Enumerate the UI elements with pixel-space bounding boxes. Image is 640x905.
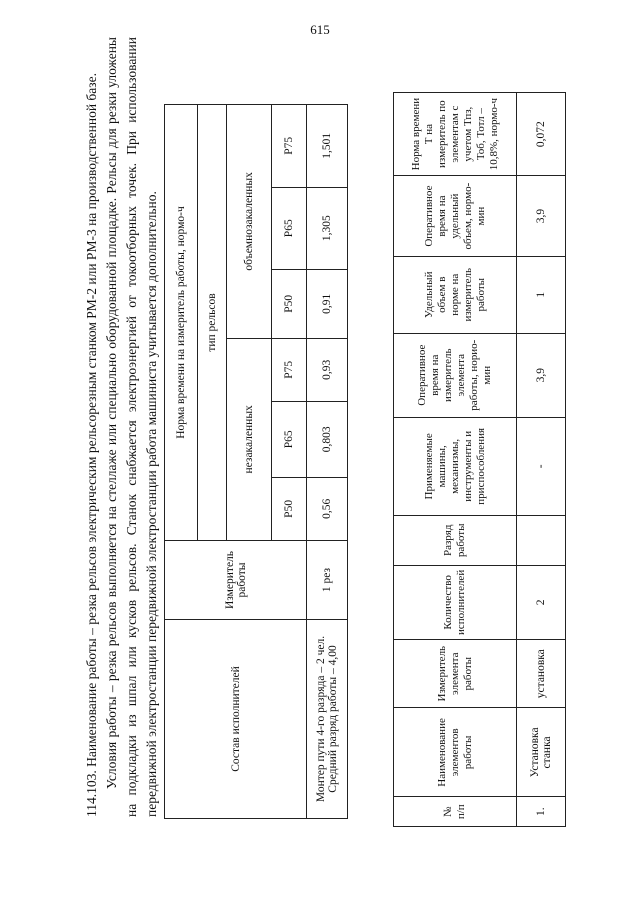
table-cell: 1	[517, 256, 566, 333]
col-header: Применяемые машины, механизмы, инструменты и приспособления	[394, 417, 517, 515]
col-header: Норма времени Т на измеритель по элементам с учетом Тпз, Тоб, Тотл – 10,8%, нормо-ч	[394, 93, 517, 176]
table-cell: установка	[517, 640, 566, 708]
rail-type: Р50	[272, 269, 307, 338]
table-cell: 1.	[517, 797, 566, 827]
table-cell: -	[517, 417, 566, 515]
col-header: Оперативное время на измеритель элемента работы, норио-мин	[394, 333, 517, 417]
norm-value: 0,56	[307, 477, 348, 540]
table-cell: 3,9	[517, 333, 566, 417]
heading-paragraph	[82, 37, 162, 817]
col-header: Оперативное время на удельный объем, нормо-мин	[394, 176, 517, 257]
rail-type: Р75	[272, 338, 307, 401]
col-header: Наименование элементов работы	[394, 708, 517, 797]
table-cell: 2	[517, 565, 566, 639]
rail-type: Р65	[272, 187, 307, 269]
norm-value: 0,803	[307, 401, 348, 477]
col-header: Количество исполнителей	[394, 565, 517, 639]
table-cell	[517, 515, 566, 565]
norm-value: 1,305	[307, 187, 348, 269]
norm-table	[164, 104, 348, 819]
table-cell: Установка станка	[517, 708, 566, 797]
heading-line-1: 114.103. Наименование работы – резка рельсов электрическим рельсорезным станком РМ-2 или РМ-3 на производственной базе.	[84, 73, 99, 817]
page-number: 615	[310, 22, 330, 37]
elements-table	[393, 92, 566, 827]
col-header: Измеритель элемента работы	[394, 640, 517, 708]
composition-header: Состав исполнителей	[165, 620, 307, 819]
rail-type: Р75	[272, 105, 307, 188]
group-unhardened: незакаленных	[227, 338, 272, 540]
composition-line-2: Средний разряд работы – 4,00	[327, 645, 339, 793]
composition-cell	[307, 620, 348, 819]
rail-type: Р50	[272, 477, 307, 540]
col-header: № п/п	[394, 797, 517, 827]
unit-cell: 1 рез	[307, 541, 348, 620]
unit-header: Измеритель работы	[165, 541, 307, 620]
norm-value: 0,93	[307, 338, 348, 401]
rail-type-header: тип рельсов	[198, 105, 227, 541]
norm-value: 0,91	[307, 269, 348, 338]
rail-type: Р65	[272, 401, 307, 477]
heading-line-2: Условия работы – резка рельсов выполняется на стеллаже или специально оборудованной площадке. Рельсы для резки уложены на подкладки из шпал или кусков рельсов. Станок снабжается электроэнергией от токоотборных точек. При использовании передвижной электростанции передвижной электростанции работа машиниста учитывается дополнительно.	[104, 37, 159, 817]
col-header: Удельный объем в норме на измеритель работы	[394, 256, 517, 333]
norm-value: 1,501	[307, 105, 348, 188]
group-hardened: объемнозакаленных	[227, 105, 272, 339]
norm-header: Норма времени на измеритель работы, нормо-ч	[165, 105, 198, 541]
composition-line-1: Монтер пути 4-го разряда – 2 чел.	[315, 635, 327, 803]
table-cell: 0,072	[517, 93, 566, 176]
table-cell: 3,9	[517, 176, 566, 257]
col-header: Разряд работы	[394, 515, 517, 565]
